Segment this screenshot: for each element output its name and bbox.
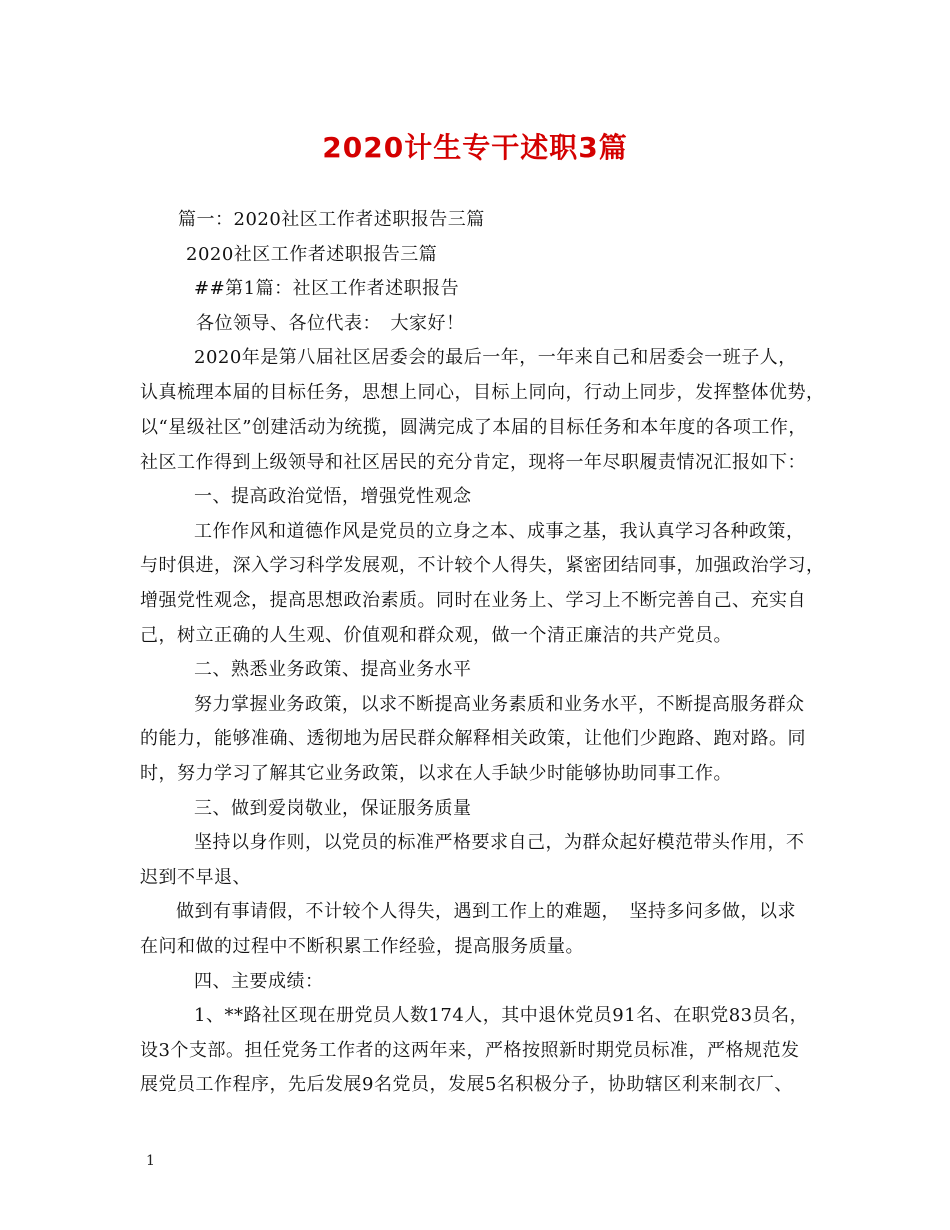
paragraph-line: 做到有事请假，不计较个人得失，遇到工作上的难题， 坚持多问多做，以求 bbox=[176, 901, 796, 922]
paragraph-line: 迟到不早退、 bbox=[140, 867, 251, 888]
paragraph-line: 己，树立正确的人生观、价值观和群众观，做一个清正廉洁的共产党员。 bbox=[140, 625, 732, 646]
paragraph-line: 增强党性观念，提高思想政治素质。同时在业务上、学习上不断完善自己、充实自 bbox=[140, 590, 806, 611]
paragraph-line: 各位领导、各位代表： 大家好！ bbox=[196, 313, 465, 334]
paragraph-line: 努力掌握业务政策，以求不断提高业务素质和业务水平，不断提高服务群众 bbox=[194, 694, 805, 715]
paragraph-line: 1、**路社区现在册党员人数174人，其中退休党员91名、在职党83员名， bbox=[194, 1005, 809, 1026]
paragraph-line: 在问和做的过程中不断积累工作经验，提高服务质量。 bbox=[140, 936, 584, 957]
paragraph-line: 以“星级社区”创建活动为统揽，圆满完成了本届的目标任务和本年度的各项工作， bbox=[140, 417, 807, 438]
paragraph-line: 的能力，能够准确、透彻地为居民群众解释相关政策，让他们少跑路、跑对路。同 bbox=[140, 728, 806, 749]
paragraph-line: 2020社区工作者述职报告三篇 bbox=[186, 244, 438, 265]
section-heading: 四、主要成绩： bbox=[194, 971, 324, 992]
paragraph-line: 认真梳理本届的目标任务，思想上同心，目标上同向，行动上同步，发挥整体优势， bbox=[140, 382, 825, 403]
page-number: 1 bbox=[146, 1153, 155, 1169]
paragraph-line: 工作作风和道德作风是党员的立身之本、成事之基，我认真学习各种政策， bbox=[194, 521, 805, 542]
paragraph-line: 篇一：2020社区工作者述职报告三篇 bbox=[178, 209, 485, 230]
paragraph-line: 时，努力学习了解其它业务政策，以求在人手缺少时能够协助同事工作。 bbox=[140, 763, 732, 784]
paragraph-line: 与时俱进，深入学习科学发展观，不计较个人得失，紧密团结同事，加强政治学习， bbox=[140, 555, 825, 576]
section-heading: 三、做到爱岗敬业，保证服务质量 bbox=[194, 798, 472, 819]
document-title: 2020计生专干述职3篇 bbox=[322, 131, 628, 164]
section-heading: 一、提高政治觉悟，增强党性观念 bbox=[194, 486, 472, 507]
paragraph-line: ##第1篇：社区工作者述职报告 bbox=[194, 278, 460, 299]
paragraph-line: 设3个支部。担任党务工作者的这两年来，严格按照新时期党员标准，严格规范发 bbox=[140, 1040, 800, 1061]
paragraph-line: 坚持以身作则，以党员的标准严格要求自己，为群众起好模范带头作用，不 bbox=[194, 832, 805, 853]
section-heading: 二、熟悉业务政策、提高业务水平 bbox=[194, 659, 472, 680]
paragraph-line: 2020年是第八届社区居委会的最后一年，一年来自己和居委会一班子人， bbox=[194, 347, 797, 368]
paragraph-line: 展党员工作程序，先后发展9名党员，发展5名积极分子，协助辖区利来制衣厂、 bbox=[140, 1074, 793, 1095]
paragraph-line: 社区工作得到上级领导和社区居民的充分肯定，现将一年尽职履责情况汇报如下： bbox=[140, 452, 806, 473]
